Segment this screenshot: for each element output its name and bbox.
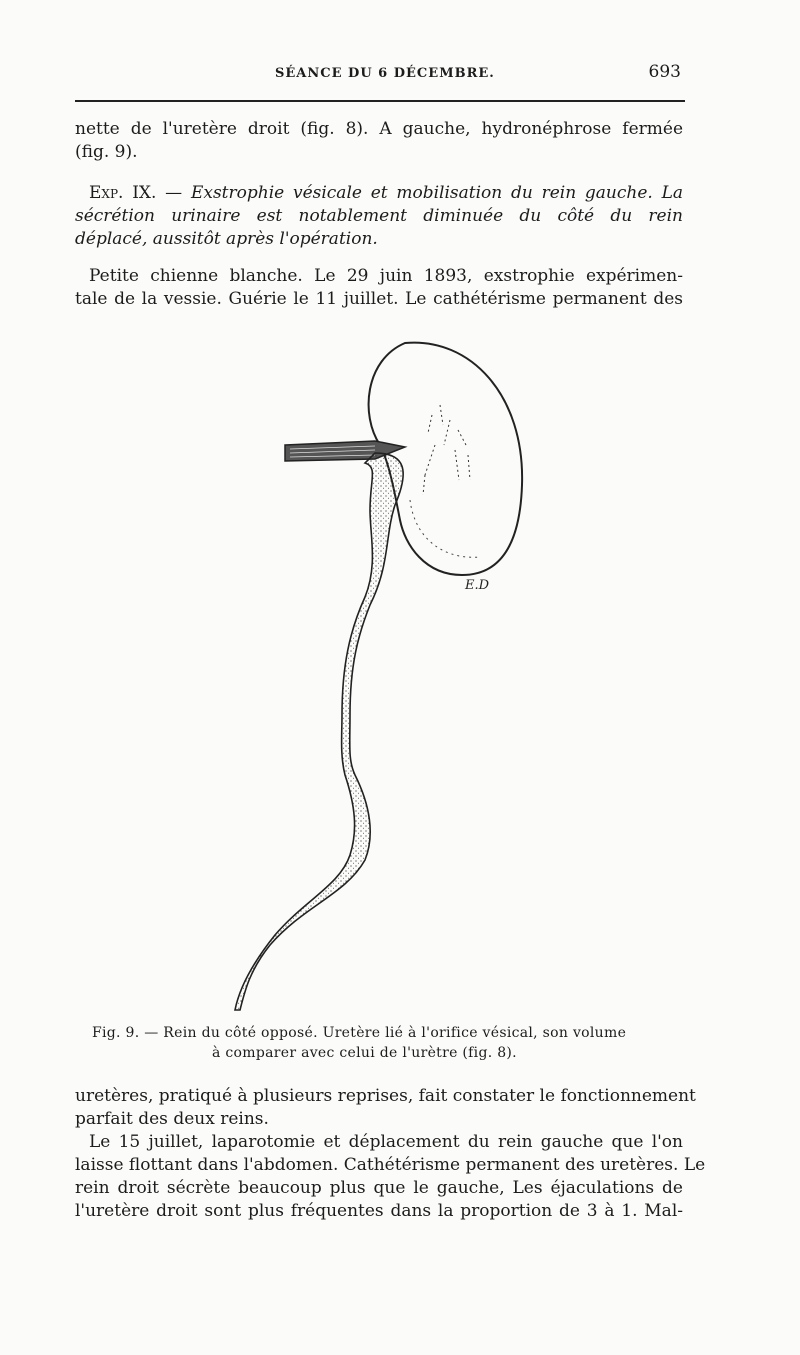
text-line: Le 15 juillet, laparotomie et déplacement du rein gauche que l'on <box>89 1132 683 1152</box>
experiment-heading <box>75 182 683 251</box>
text-line: Petite chienne blanche. Le 29 juin 1893, exstrophie expérimen- <box>89 266 683 286</box>
figure-caption <box>92 1023 672 1063</box>
page-number: 693 <box>648 62 681 82</box>
artist-signature: E.D <box>465 578 490 593</box>
experiment-label: Exp. IX. — <box>89 183 183 203</box>
caption-line: à comparer avec celui de l'urètre (fig. 8). <box>212 1045 517 1061</box>
experiment-title: Exstrophie vésicale et mobilisation du rein gauche. La <box>190 183 683 203</box>
text-line: sécrétion urinaire est notablement diminuée du côté du rein <box>75 206 683 226</box>
running-title: SÉANCE DU 6 DÉCEMBRE. <box>275 66 495 81</box>
ureter <box>235 453 403 1010</box>
text-line: rein droit sécrète beaucoup plus que le gauche, Les éjaculations de <box>75 1178 683 1198</box>
text-line: uretères, pratiqué à plusieurs reprises, fait constater le fonctionnement <box>75 1086 696 1106</box>
paragraph-5 <box>75 1131 706 1223</box>
kidney-illustration <box>200 335 560 1025</box>
paragraph-3 <box>75 265 683 311</box>
text-line: déplacé, aussitôt après l'opération. <box>75 229 378 249</box>
text-line: tale de la vessie. Guérie le 11 juillet. Le cathétérisme permanent des <box>75 289 683 309</box>
page-header <box>75 62 687 88</box>
header-rule <box>75 100 685 102</box>
text-line: parfait des deux reins. <box>75 1109 269 1129</box>
text-line: (fig. 9). <box>75 142 138 162</box>
paragraph-1 <box>75 118 683 164</box>
paragraph-4 <box>75 1085 696 1131</box>
caption-line: Fig. 9. — Rein du côté opposé. Uretère lié à l'orifice vésical, son volume <box>92 1025 627 1041</box>
text-line: laisse flottant dans l'abdomen. Cathétérisme permanent des uretères. Le <box>75 1155 706 1175</box>
figure-kidney-ureter <box>200 335 560 1025</box>
text-line <box>75 182 683 205</box>
text-line: nette de l'uretère droit (fig. 8). A gauche, hydronéphrose fermée <box>75 119 683 139</box>
text-line: l'uretère droit sont plus fréquentes dans la proportion de 3 à 1. Mal- <box>75 1201 683 1221</box>
